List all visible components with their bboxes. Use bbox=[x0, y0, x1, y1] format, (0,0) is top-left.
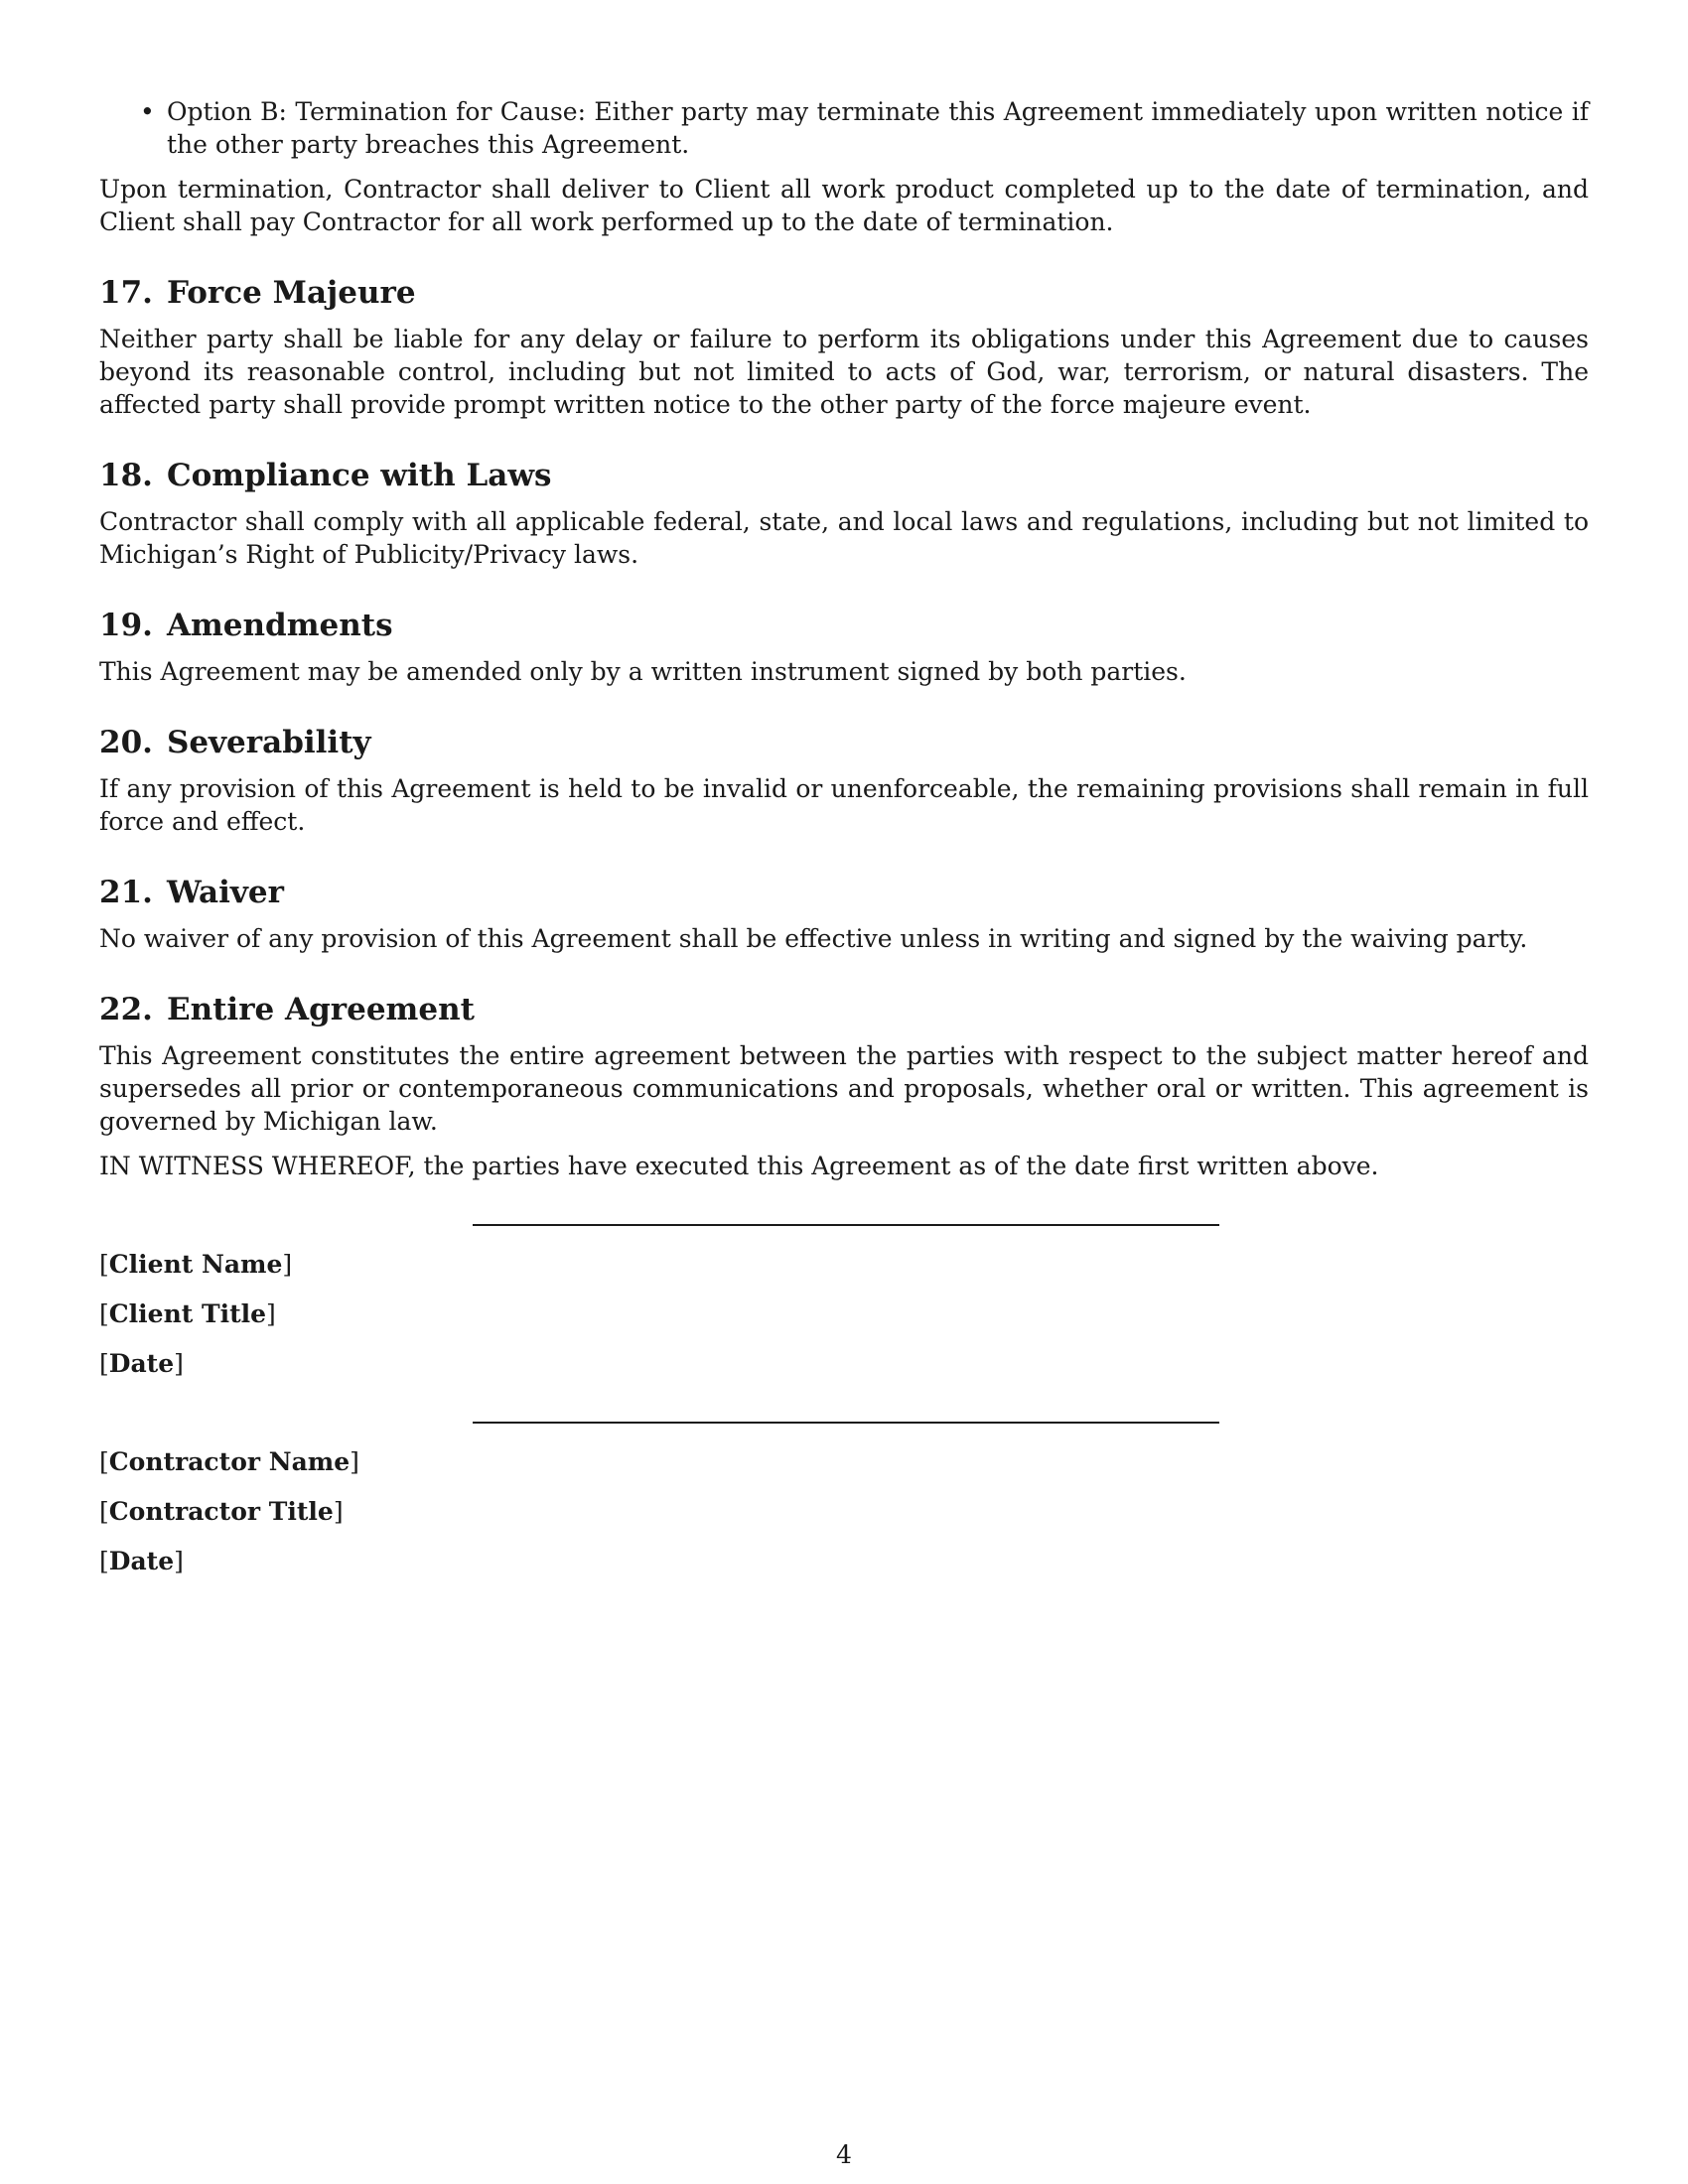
contractor-signature-block bbox=[99, 1422, 1589, 1577]
section-title: Entire Agreement bbox=[166, 992, 475, 1027]
page-number: 4 bbox=[836, 2140, 852, 2169]
section-title: Compliance with Laws bbox=[166, 458, 552, 493]
contractor-date-field: [Date] bbox=[99, 1547, 184, 1575]
client-signature-block bbox=[99, 1224, 1589, 1380]
section-number: 18. bbox=[99, 458, 153, 493]
client-date-label: Date bbox=[108, 1349, 175, 1378]
section-number: 22. bbox=[99, 992, 153, 1027]
section-number: 20. bbox=[99, 725, 153, 760]
section-entire-agreement bbox=[99, 990, 1589, 1138]
section-amendments bbox=[99, 606, 1589, 688]
option-b-text: Option B: Termination for Cause: Either party may terminate this Agreement immediately upon written notice if the other party breaches this Agreement. bbox=[167, 97, 1589, 159]
client-name-field: [Client Name] bbox=[99, 1250, 293, 1279]
section-number: 17. bbox=[99, 275, 153, 311]
section-title: Waiver bbox=[166, 875, 284, 910]
contractor-title-field: [Contractor Title] bbox=[99, 1497, 344, 1526]
section-severability bbox=[99, 723, 1589, 838]
witness-statement: IN WITNESS WHEREOF, the parties have executed this Agreement as of the date first written above. bbox=[99, 1152, 1379, 1180]
client-date-field: [Date] bbox=[99, 1349, 184, 1378]
section-body: Neither party shall be liable for any delay or failure to perform its obligations under this Agreement due to causes beyond its reasonable control, including but not limited to acts of God, war, terrorism, or natural disasters. The affected party shall provide prompt written notice to the other party of the force majeure event. bbox=[99, 325, 1589, 419]
section-number: 21. bbox=[99, 875, 153, 910]
section-heading bbox=[99, 990, 1589, 1029]
client-title-label: Client Title bbox=[108, 1299, 267, 1328]
client-name-label: Client Name bbox=[108, 1250, 283, 1279]
section-force-majeure bbox=[99, 273, 1589, 421]
section-heading bbox=[99, 723, 1589, 762]
document-page bbox=[99, 95, 1589, 1577]
section-body: If any provision of this Agreement is held to be invalid or unenforceable, the remaining provisions shall remain in full force and effect. bbox=[99, 774, 1589, 836]
contractor-title-label: Contractor Title bbox=[108, 1497, 334, 1526]
section-title: Severability bbox=[166, 725, 371, 760]
contractor-name-field: [Contractor Name] bbox=[99, 1447, 359, 1476]
section-body: Contractor shall comply with all applicable federal, state, and local laws and regulations, including but not limited to Michigan’s Right of Publicity/Privacy laws. bbox=[99, 507, 1589, 569]
section-heading bbox=[99, 873, 1589, 912]
client-title-field: [Client Title] bbox=[99, 1299, 276, 1328]
section-body: This Agreement may be amended only by a written instrument signed by both parties. bbox=[99, 657, 1187, 686]
section-heading bbox=[99, 606, 1589, 645]
list-item bbox=[140, 95, 1589, 161]
termination-paragraph: Upon termination, Contractor shall deliver to Client all work product completed up to the date of termination, and Client shall pay Contractor for all work performed up to the date of termination. bbox=[99, 175, 1589, 236]
contractor-signature-line bbox=[473, 1422, 1219, 1424]
section-number: 19. bbox=[99, 608, 153, 643]
section-compliance-with-laws bbox=[99, 456, 1589, 571]
bullet-icon: • bbox=[140, 97, 155, 126]
termination-options-list bbox=[99, 95, 1589, 161]
section-title: Force Majeure bbox=[166, 275, 416, 311]
section-title: Amendments bbox=[166, 608, 393, 643]
section-heading bbox=[99, 456, 1589, 495]
section-heading bbox=[99, 273, 1589, 313]
section-body: No waiver of any provision of this Agreement shall be effective unless in writing and signed by the waiving party. bbox=[99, 924, 1528, 953]
section-waiver bbox=[99, 873, 1589, 955]
section-body: This Agreement constitutes the entire agreement between the parties with respect to the subject matter hereof and supersedes all prior or contemporaneous communications and proposals, whether oral or written. This agreement is governed by Michigan law. bbox=[99, 1041, 1589, 1136]
contractor-date-label: Date bbox=[108, 1547, 175, 1575]
contractor-name-label: Contractor Name bbox=[108, 1447, 351, 1476]
client-signature-line bbox=[473, 1224, 1219, 1226]
